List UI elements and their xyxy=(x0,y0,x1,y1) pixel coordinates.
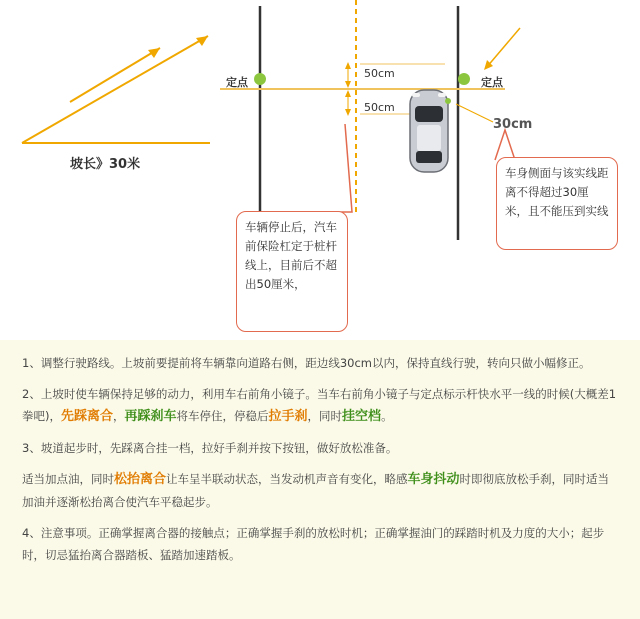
instructions-panel xyxy=(0,340,640,619)
dim-arrow-bottom xyxy=(345,90,351,116)
note-5: 4、注意事项。正确掌握离合器的接触点；正确掌握手刹的放松时机；正确掌握油门的踩踏时机及力度的大小；起步时，切忌猛抬离合器踏板、猛踏加速踏板。 xyxy=(22,526,605,562)
left-stake-marker xyxy=(254,73,266,85)
note-1: 1、调整行驶路线。上坡前要提前将车辆靠向道路右侧，距边线30cm以内，保持直线行驶，转向只做小幅修正。 xyxy=(22,356,591,370)
left-stake-label: 定点 xyxy=(226,76,248,89)
note-2-sep: ， xyxy=(113,409,125,423)
highlight-clutch: 先踩离合 xyxy=(61,409,114,424)
slope-arrow-lower xyxy=(22,36,210,143)
note-2-text: 2、上坡时使车辆保持足够的动力，利用车右前角小镜子。当车右前角小镜子与定点标示杆快水平一线的时候(大概差1拳吧)， xyxy=(22,387,617,423)
right-stake-label: 定点 xyxy=(481,76,503,89)
note-2-mid: 将车停住，停稳后 xyxy=(176,409,269,423)
side-distance-label: 30cm xyxy=(493,117,533,132)
note-2 xyxy=(22,383,620,428)
callout-stop-rule: 车辆停止后，汽车前保险杠定于桩杆线上，目前后不超出50厘米， xyxy=(236,211,348,332)
note-4-mid: 让车呈半联动状态，当发动机声音有变化，略感 xyxy=(166,472,408,486)
callout-tail-stop xyxy=(330,124,352,212)
note-2-end: 。 xyxy=(381,409,393,423)
mirror-point xyxy=(445,98,451,104)
right-stake-marker xyxy=(458,73,470,85)
note-2-mid2: ，同时 xyxy=(307,409,343,423)
car-icon xyxy=(410,90,448,172)
dim-label-top: 50cm xyxy=(364,67,395,80)
highlight-neutral: 挂空档 xyxy=(342,409,382,424)
side-pointer xyxy=(456,104,493,122)
slope-arrow-upper xyxy=(70,48,160,102)
note-4-text: 适当加点油，同时 xyxy=(22,472,114,486)
highlight-handbrake: 拉手刹 xyxy=(268,409,308,424)
dim-arrow-top xyxy=(345,62,351,88)
highlight-release-clutch: 松抬离合 xyxy=(114,472,167,487)
callout-side-rule: 车身侧面与该实线距离不得超过30厘米，且不能压到实线 xyxy=(496,157,618,250)
callout-tail-side xyxy=(495,130,515,160)
dim-label-bottom: 50cm xyxy=(364,101,395,114)
highlight-brake: 再踩刹车 xyxy=(124,409,177,424)
note-4-end: 时即彻底放松手刹，同时适当加油并逐渐松抬离合使汽车平稳起步。 xyxy=(22,472,610,509)
slope-length-label: 坡长》30米 xyxy=(70,157,141,172)
note-4 xyxy=(22,468,620,513)
highlight-body-shake: 车身抖动 xyxy=(407,472,460,487)
side-arrow xyxy=(484,28,520,70)
note-3: 3、坡道起步时，先踩离合挂一档，拉好手刹并按下按钮，做好放松准备。 xyxy=(22,441,398,455)
